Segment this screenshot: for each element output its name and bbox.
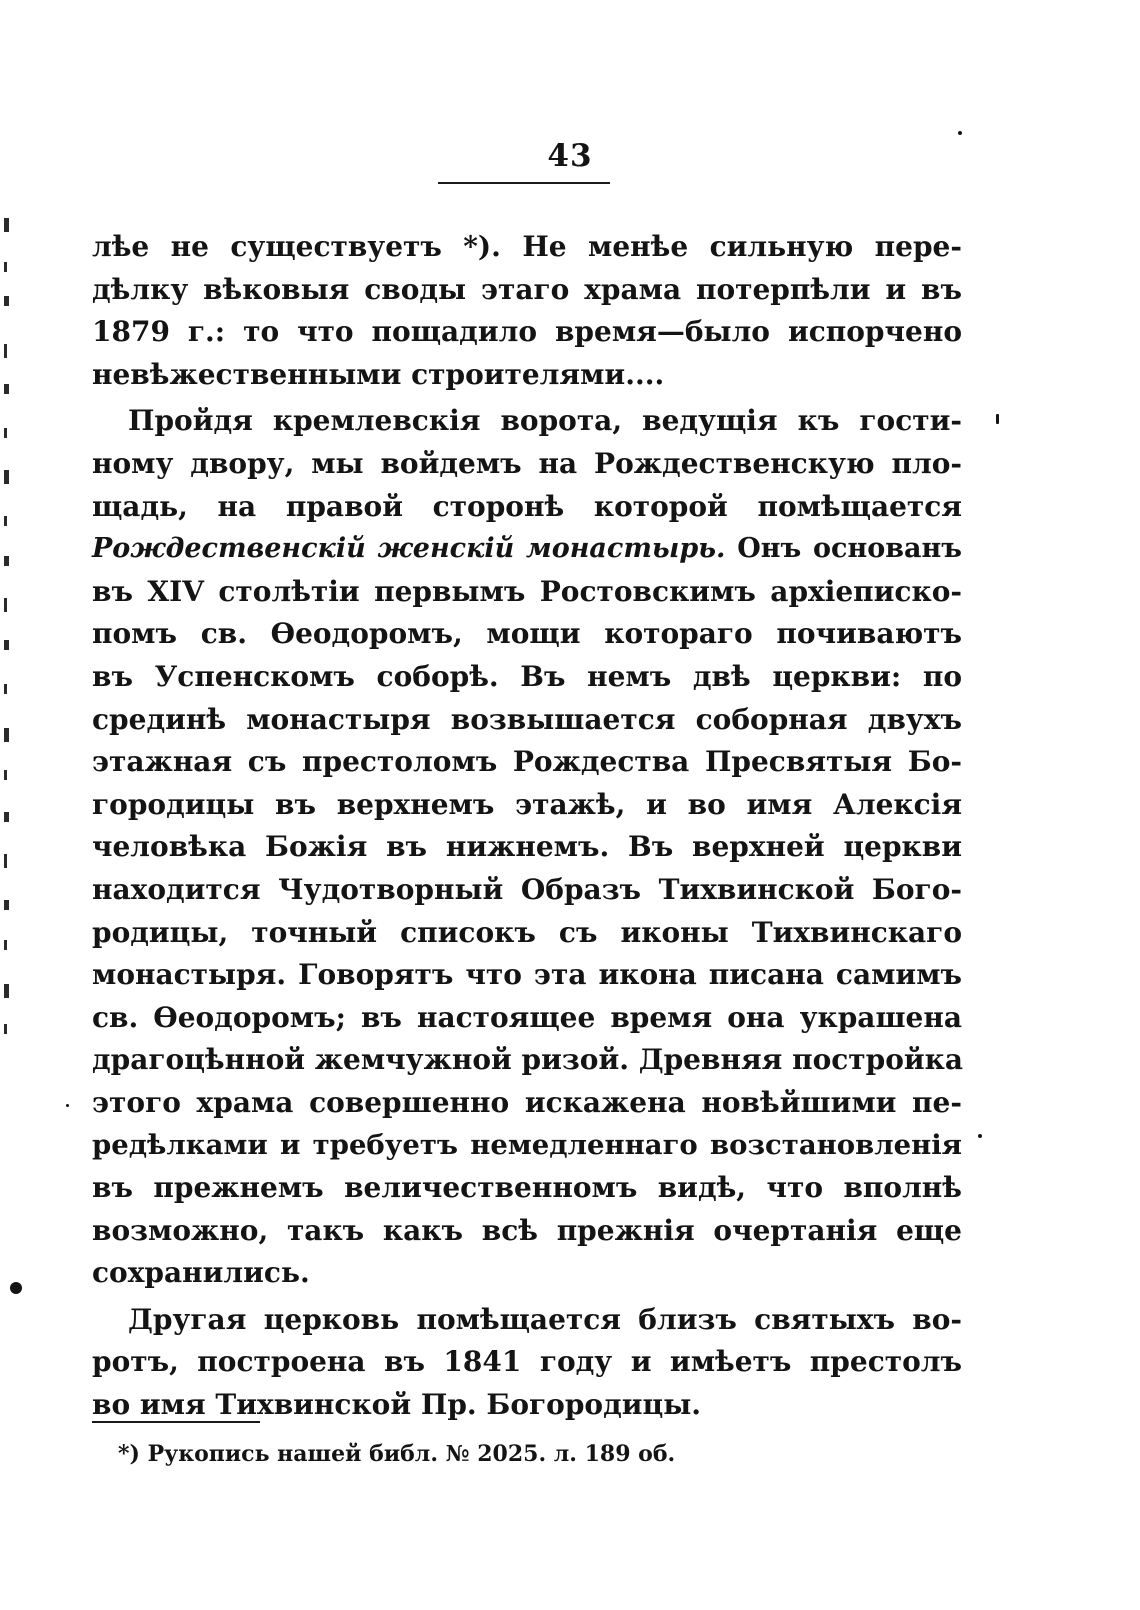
margin-scan-mark xyxy=(4,470,9,484)
margin-scan-mark xyxy=(4,728,9,742)
body-text xyxy=(92,226,962,1427)
scan-speck xyxy=(10,1282,22,1294)
text-line xyxy=(92,954,962,997)
margin-scan-mark xyxy=(4,296,9,306)
text-line xyxy=(92,912,962,955)
text-line xyxy=(92,613,962,656)
line-text: во имя Тихвинской Пр. Богородицы. xyxy=(92,1388,702,1422)
margin-scan-mark xyxy=(4,940,7,950)
text-line xyxy=(92,1341,962,1384)
line-text: въ XIV столѣтіи первымъ Ростовскимъ архіеписко- xyxy=(92,574,962,608)
text-line xyxy=(92,1167,962,1210)
margin-scan-mark xyxy=(4,770,7,780)
line-text: этого храма совершенно искажена новѣйшими пе- xyxy=(92,1085,962,1119)
line-text: въ Успенскомъ соборѣ. Въ немъ двѣ церкви: по xyxy=(92,659,962,693)
text-line xyxy=(92,1252,962,1295)
line-text: щадь, на правой сторонѣ которой помѣщается xyxy=(92,489,962,523)
line-text: 1879 г.: то что пощадило время—было испорчено xyxy=(92,315,962,349)
line-text: лѣе не существуетъ *). Не менѣе сильную пере- xyxy=(92,230,962,263)
text-line xyxy=(92,354,962,397)
text-line xyxy=(92,443,962,486)
margin-scan-mark xyxy=(4,384,9,394)
line-text: въ прежнемъ величественномъ видѣ, что вполнѣ xyxy=(92,1171,962,1205)
text-line xyxy=(92,869,962,912)
text-line xyxy=(92,1299,962,1342)
header-rule xyxy=(438,182,610,184)
margin-scan-mark xyxy=(4,812,9,822)
margin-scan-mark xyxy=(4,598,7,612)
scan-speck xyxy=(978,1134,982,1138)
italic-title: Рождественскій женскій монастырь. xyxy=(92,533,726,565)
line-text: этажная съ престоломъ Рождества Пресвятыя Бо- xyxy=(92,745,962,779)
line-text: св. Ѳеодоромъ; въ настоящее время она украшена xyxy=(92,1000,962,1034)
text-line xyxy=(92,486,962,529)
page-number: 43 xyxy=(547,138,593,174)
line-text: срединѣ монастыря возвышается соборная двухъ xyxy=(92,702,962,736)
text-line xyxy=(92,784,962,827)
scan-speck xyxy=(66,1104,69,1107)
text-line xyxy=(92,226,962,269)
text-line xyxy=(92,400,962,443)
line-text: Другая церковь помѣщается близъ святыхъ во- xyxy=(128,1302,962,1336)
line-text: родицы, точный списокъ съ иконы Тихвинскаго xyxy=(92,915,962,949)
line-text: редѣлками и требуетъ немедленнаго возстановленія xyxy=(92,1129,962,1162)
line-text: находится Чудотворный Образъ Тихвинской Бого- xyxy=(92,872,962,906)
margin-scan-mark xyxy=(4,516,7,526)
scan-speck xyxy=(996,414,999,424)
text-line xyxy=(92,528,962,571)
margin-scan-mark xyxy=(4,262,7,272)
line-text: Пройдя кремлевскія ворота, ведущія къ гости- xyxy=(128,404,962,438)
margin-scan-mark xyxy=(4,556,9,566)
line-text: невѣжественными строителями.... xyxy=(92,357,665,391)
text-line xyxy=(92,1082,962,1125)
text-line xyxy=(92,699,962,742)
text-line xyxy=(92,311,962,354)
line-text: возможно, такъ какъ всѣ прежнія очертанія еще xyxy=(92,1213,962,1247)
text-line xyxy=(92,656,962,699)
text-line xyxy=(92,1124,962,1167)
line-text: городицы въ верхнемъ этажѣ, и во имя Алексія xyxy=(92,787,962,821)
text-line xyxy=(92,826,962,869)
text-line xyxy=(92,269,962,312)
text-line xyxy=(92,741,962,784)
line-text: драгоцѣнной жемчужной ризой. Древняя постройка xyxy=(92,1043,964,1077)
line-text: помъ св. Ѳеодоромъ, мощи котораго почиваютъ xyxy=(92,617,962,651)
text-line xyxy=(92,1210,962,1253)
footnote-rule xyxy=(92,1421,260,1423)
line-text: человѣка Божія въ нижнемъ. Въ верхней церкви xyxy=(92,830,962,864)
text-line xyxy=(92,997,962,1040)
text-line xyxy=(92,1039,962,1082)
line-text: монастыря. Говорятъ что эта икона писана самимъ xyxy=(92,958,962,992)
line-text: ротъ, построена въ 1841 году и имѣетъ престолъ xyxy=(92,1345,962,1379)
margin-scan-mark xyxy=(4,640,9,650)
margin-scan-mark xyxy=(4,1024,7,1034)
margin-scan-mark xyxy=(4,854,7,868)
text-line xyxy=(92,571,962,614)
line-text: сохранились. xyxy=(92,1256,310,1290)
scan-speck xyxy=(958,131,962,135)
footnote: *) Рукопись нашей библ. № 2025. л. 189 об. xyxy=(118,1441,676,1467)
line-text: Онъ основанъ xyxy=(725,533,962,565)
margin-scan-mark xyxy=(4,428,7,438)
margin-scan-mark xyxy=(4,344,7,358)
margin-scan-mark xyxy=(4,984,9,998)
margin-scan-mark xyxy=(4,684,7,694)
line-text: ному двору, мы войдемъ на Рождественскую пло- xyxy=(92,446,962,480)
margin-scan-mark xyxy=(4,900,9,910)
margin-scan-mark xyxy=(4,218,9,232)
line-text: дѣлку вѣковыя своды этаго храма потерпѣли и въ xyxy=(92,272,962,306)
